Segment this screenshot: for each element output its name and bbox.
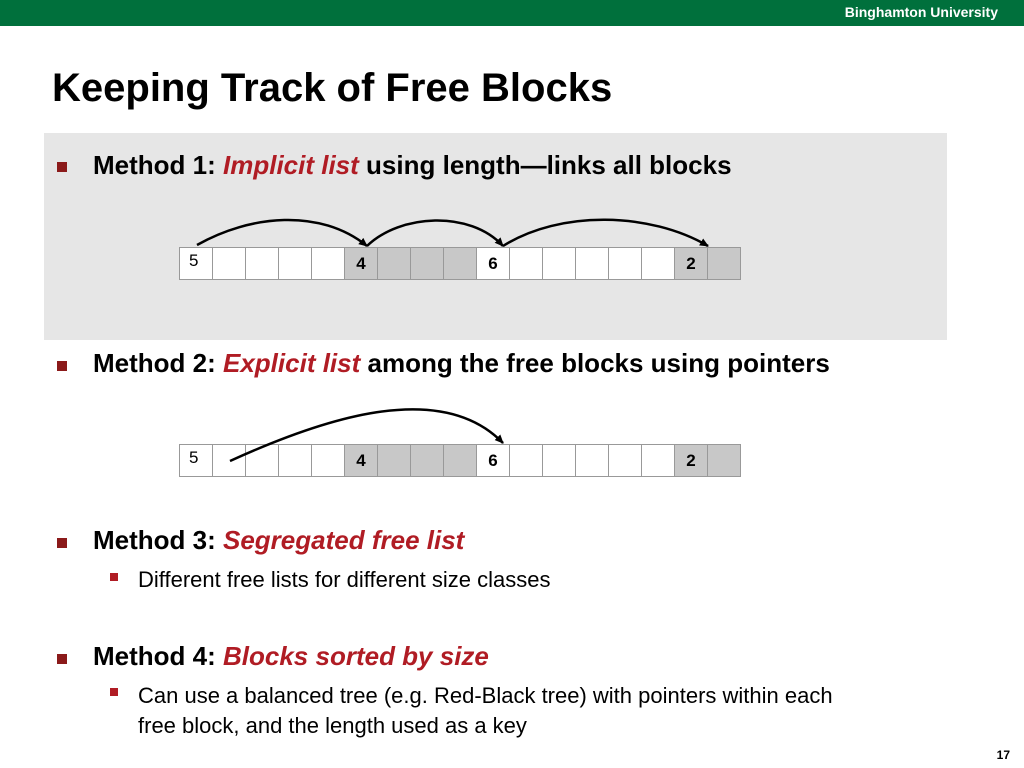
method-3-subpoint: Different free lists for different size classes (138, 567, 551, 592)
method-suffix: among the free blocks using pointers (360, 348, 830, 378)
block-header-cell: 4 (344, 247, 378, 280)
block-header-cell: 2 (674, 247, 708, 280)
block-header-cell: 6 (476, 444, 510, 477)
bullet-icon (57, 654, 67, 664)
block-header-cell: 5 (179, 247, 213, 280)
sub-bullet-icon (110, 573, 118, 581)
method-3-heading (93, 525, 464, 556)
explicit-pointer-arrow (230, 409, 503, 461)
bullet-icon (57, 538, 67, 548)
implicit-link-arrow (503, 220, 708, 246)
page-number: 17 (996, 748, 1010, 762)
method-emphasis: Implicit list (223, 150, 359, 180)
method-emphasis: Blocks sorted by size (223, 641, 489, 671)
method-prefix: Method 1: (93, 150, 223, 180)
sub-bullet-icon (110, 688, 118, 696)
method-prefix: Method 2: (93, 348, 223, 378)
method-prefix: Method 3: (93, 525, 223, 555)
method-emphasis: Explicit list (223, 348, 361, 378)
method-prefix: Method 4: (93, 641, 223, 671)
block-header-cell: 6 (476, 247, 510, 280)
implicit-link-arrow (197, 220, 367, 246)
block-header-cell: 5 (179, 444, 213, 477)
method-suffix: using length—links all blocks (358, 150, 732, 180)
method-4-heading (93, 641, 489, 672)
block-header-cell: 2 (674, 444, 708, 477)
implicit-link-arrow (367, 220, 503, 246)
slide-title: Keeping Track of Free Blocks (52, 66, 613, 110)
method-4-subpoint-line2: free block, and the length used as a key (138, 713, 527, 738)
method-emphasis: Segregated free list (223, 525, 465, 555)
university-name: Binghamton University (844, 4, 998, 20)
block-header-cell: 4 (344, 444, 378, 477)
method-4-subpoint-line1: Can use a balanced tree (e.g. Red-Black tree) with pointers within each (138, 683, 833, 708)
